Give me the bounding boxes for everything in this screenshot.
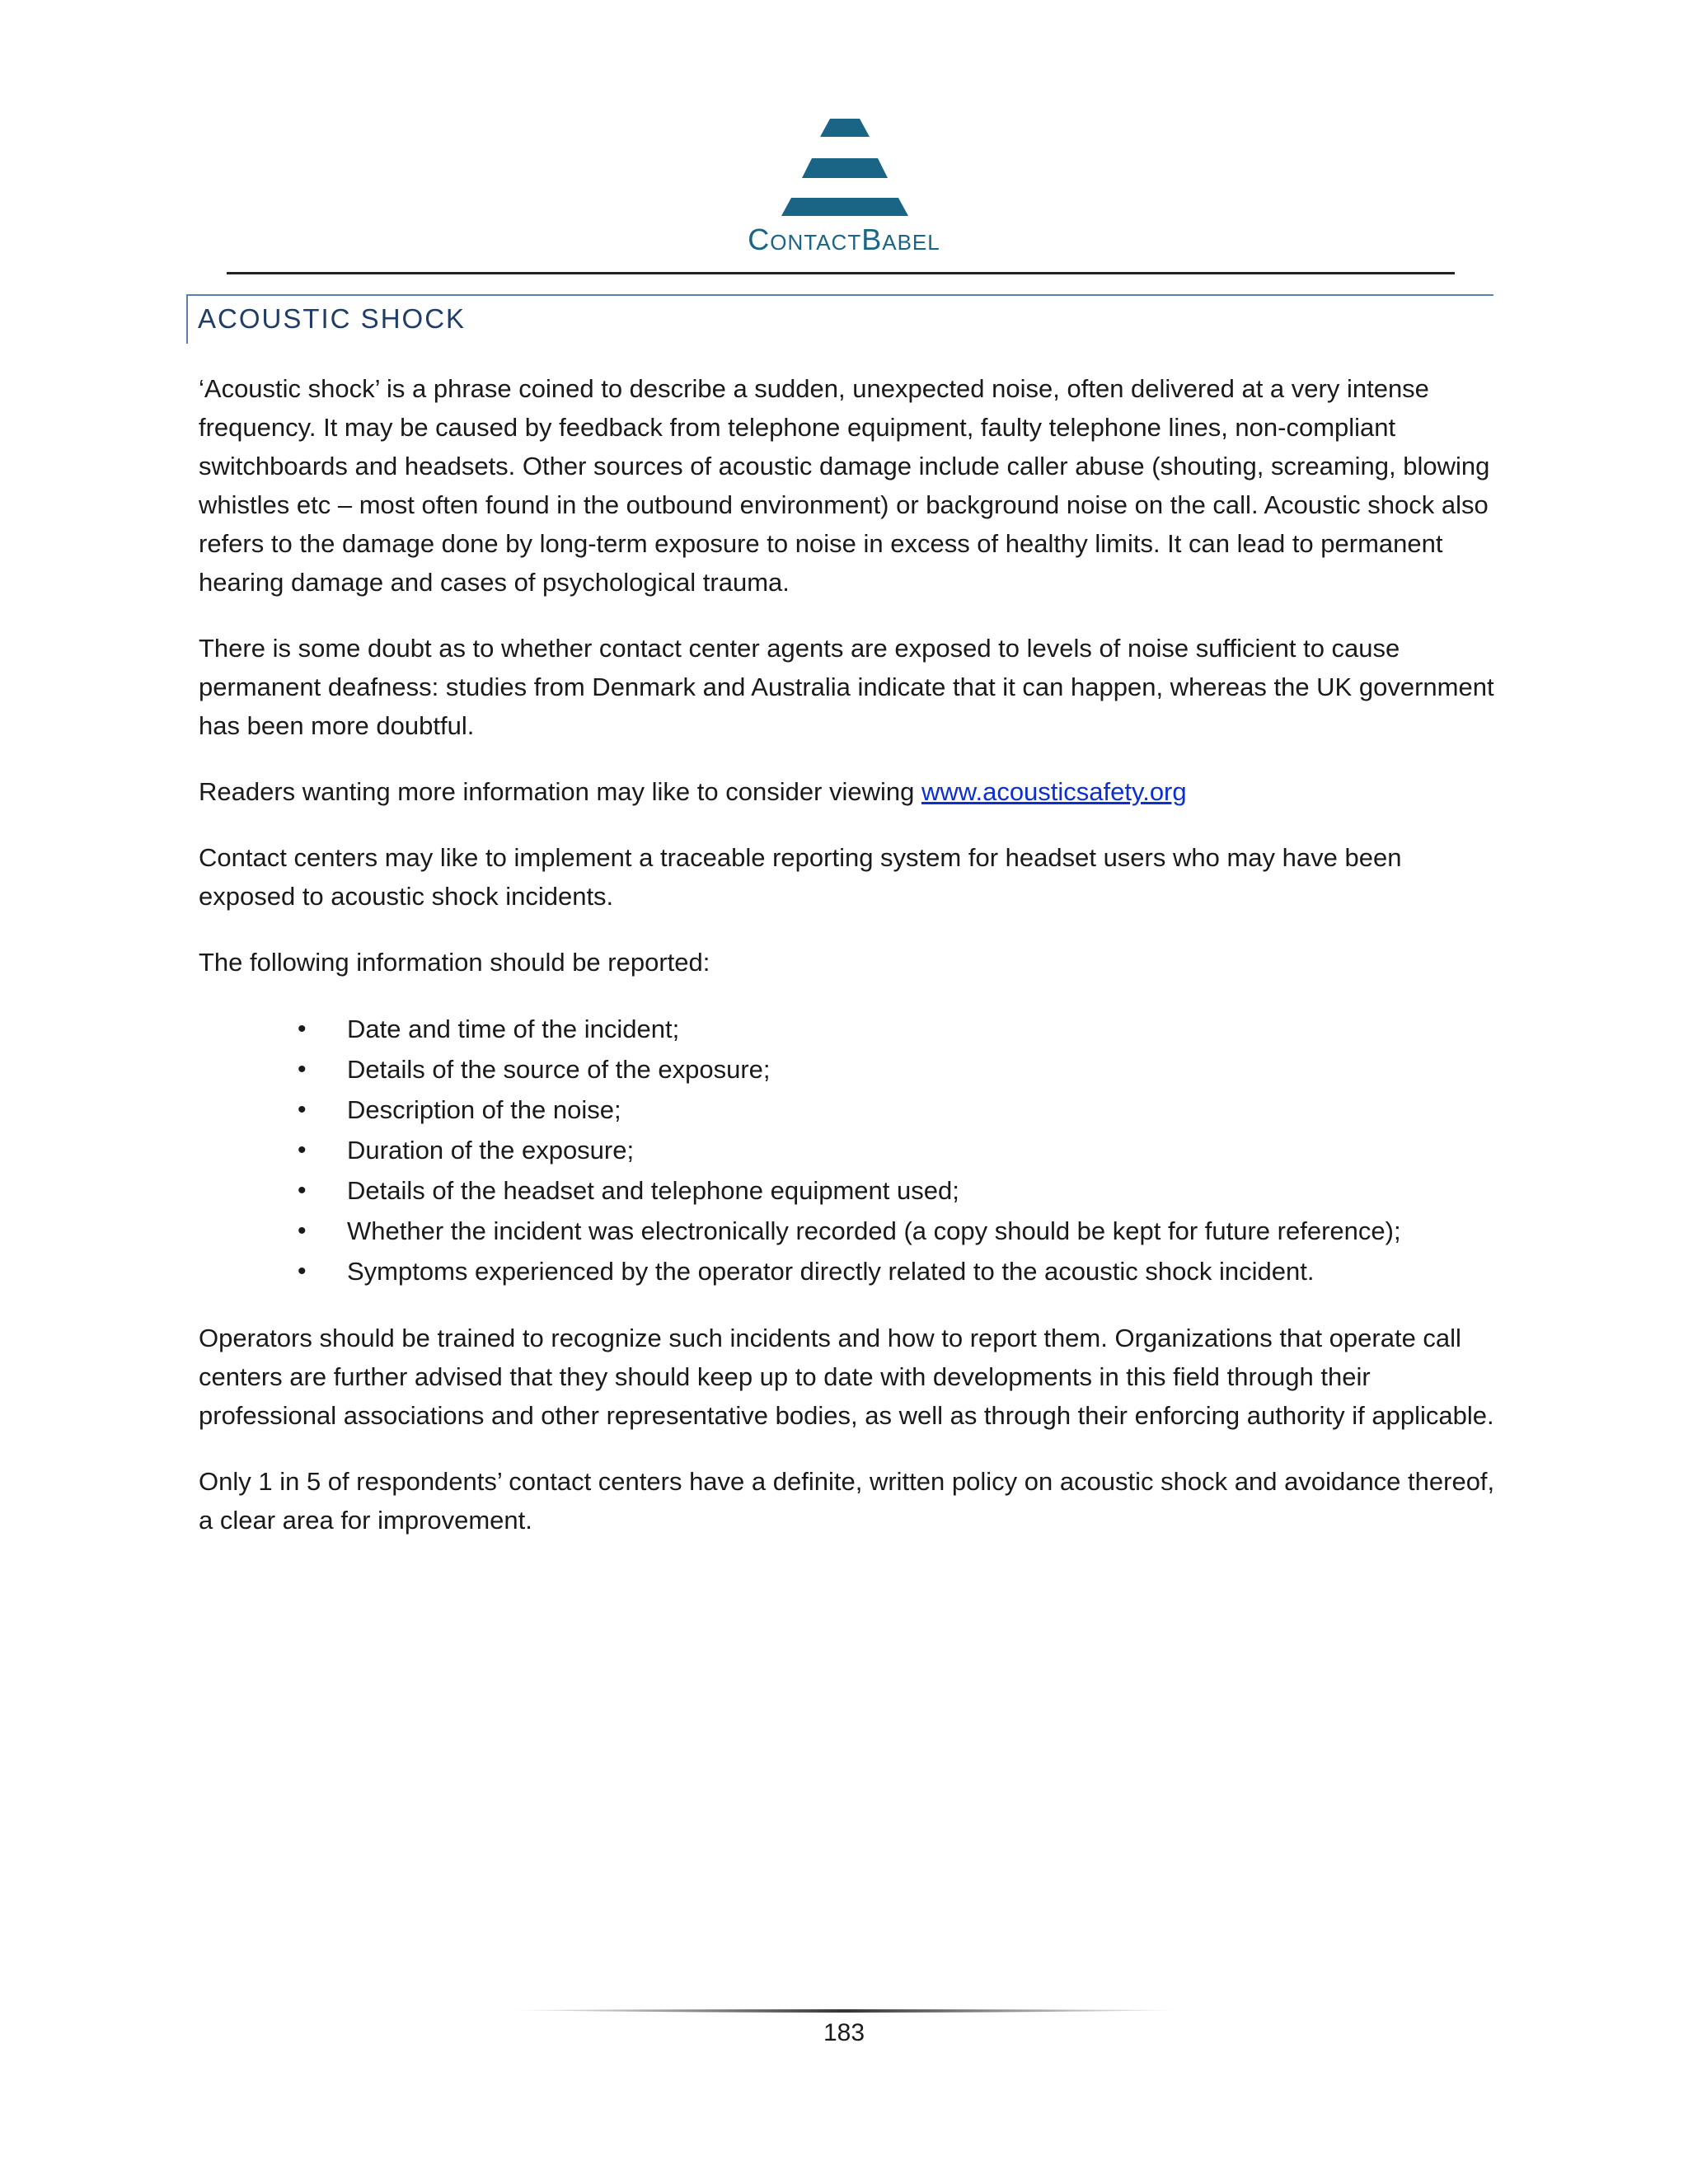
paragraph-reporting-system: Contact centers may like to implement a traceable reporting system for headset users who may have been exposed to acoustic shock incidents. <box>199 843 1402 911</box>
list-item <box>199 1211 1501 1251</box>
contactbabel-logo <box>0 115 1688 255</box>
logo-wordmark: CONTACTBABEL <box>748 223 940 256</box>
logo-wordmark-babel: ABEL <box>882 230 940 255</box>
bullet-icon: • <box>298 1056 307 1083</box>
pyramid-logo-icon <box>767 115 923 218</box>
bullet-icon: • <box>298 1177 307 1204</box>
list-item-text: Date and time of the incident; <box>347 1015 680 1043</box>
paragraph-information-reported: The following information should be reported: <box>199 948 710 977</box>
list-item <box>199 1251 1501 1291</box>
list-item <box>199 1049 1501 1090</box>
list-item-text: Details of the source of the exposure; <box>347 1055 771 1084</box>
bullet-icon: • <box>298 1137 307 1164</box>
reporting-items-list <box>199 1009 1501 1291</box>
list-item <box>199 1009 1501 1049</box>
logo-wordmark-contact: ONTACT <box>770 230 862 255</box>
bullet-icon: • <box>298 1217 307 1244</box>
list-item <box>199 1090 1501 1130</box>
paragraph-operator-training: Operators should be trained to recognize such incidents and how to report them. Organizations that operate call centers are further advised that they should keep up to date with developments in this field through their professional associations and other representative bodies, as well as through their enforcing authority if applicable. <box>199 1324 1494 1430</box>
paragraph-more-information <box>199 772 1501 811</box>
list-item <box>199 1130 1501 1170</box>
acousticsafety-link[interactable]: www.acousticsafety.org <box>921 777 1187 806</box>
list-item-text: Symptoms experienced by the operator directly related to the acoustic shock incident. <box>347 1257 1315 1286</box>
list-item-text: Details of the headset and telephone equipment used; <box>347 1176 959 1205</box>
bullet-icon: • <box>298 1096 307 1123</box>
section-title: ACOUSTIC SHOCK <box>198 303 467 334</box>
more-information-text: Readers wanting more information may like to consider viewing <box>199 777 922 806</box>
paragraph-policy-statistic: Only 1 in 5 of respondents’ contact centers have a definite, written policy on acoustic shock and avoidance thereof, a clear area for improvement. <box>199 1467 1495 1535</box>
bullet-icon: • <box>298 1015 307 1043</box>
paragraph-deafness-doubt: There is some doubt as to whether contact center agents are exposed to levels of noise sufficient to cause permanent deafness: studies from Denmark and Australia indicate that it can happen, whereas the UK government has been more doubtful. <box>199 634 1494 740</box>
footer-divider <box>503 2008 1187 2018</box>
list-item-text: Whether the incident was electronically recorded (a copy should be kept for future reference); <box>347 1216 1401 1245</box>
document-body <box>199 369 1501 1567</box>
bullet-icon: • <box>298 1258 307 1285</box>
list-item-text: Duration of the exposure; <box>347 1136 635 1165</box>
list-item-text: Description of the noise; <box>347 1095 621 1124</box>
list-item <box>199 1170 1501 1211</box>
header-divider <box>227 272 1455 274</box>
paragraph-acoustic-shock-definition: ‘Acoustic shock’ is a phrase coined to describe a sudden, unexpected noise, often delivered at a very intense frequency. It may be caused by feedback from telephone equipment, faulty telephone lines, non-compliant switchboards and headsets. Other sources of acoustic damage include caller abuse (shouting, screaming, blowing whistles etc – most often found in the outbound environment) or background noise on the call. Acoustic shock also refers to the damage done by long-term exposure to noise in excess of healthy limits. It can lead to permanent hearing damage and cases of psychological trauma. <box>199 374 1490 597</box>
page-number: 183 <box>823 2019 865 2046</box>
